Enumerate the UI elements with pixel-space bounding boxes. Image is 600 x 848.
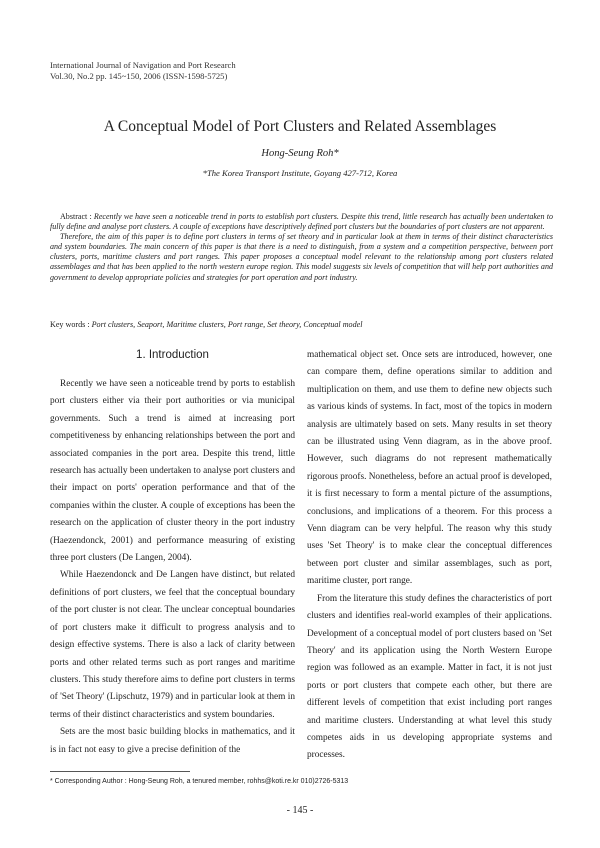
abstract-label: Abstract :	[60, 212, 94, 221]
author-affiliation: *The Korea Transport Institute, Goyang 427-712, Korea	[202, 168, 398, 178]
abstract-text-1: Recently we have seen a noticeable trend in ports to establish port clusters. Despite this trend, little research has actually been undertaken to fully define and analyse port clusters. A couple of exceptions have descriptively defined port clusters but the boundaries of port clusters are not apparent.	[50, 212, 553, 232]
journal-header	[50, 60, 236, 82]
journal-name: International Journal of Navigation and Port Research	[50, 60, 236, 70]
body-paragraph: From the literature this study defines the characteristics of port clusters and identifies real-world examples of their applications. Development of a conceptual model of port clusters based on 'Set Theory' and its application using the North Western Europe region was followed as an example. Matter in fact, it is not just ports or port clusters that compete each other, but there are different levels of competition that exist including port ranges and maritime clusters. Understanding at what level this study competes aids in us developing appropriate systems and processes.	[307, 593, 552, 761]
body-paragraph: While Haezendonck and De Langen have distinct, but related definitions of port clusters, we feel that the conceptual boundary of the port cluster is not clear. The unclear conceptual boundaries of port clusters make it difficult to progress analysis and to design effective systems. There is also a lack of clarity between ports and other related terms such as port ranges and maritime clusters. This study therefore aims to define port clusters in terms of 'Set Theory' (Lipschutz, 1979) and in particular look at them in terms of their distinct characteristics and system boundaries.	[50, 570, 295, 720]
keywords-text: Port clusters, Seaport, Maritime clusters, Port range, Set theory, Conceptual model	[91, 320, 363, 329]
journal-volume: Vol.30, No.2 pp. 145~150, 2006 (ISSN-1598-5725)	[50, 71, 228, 81]
body-column-right	[307, 347, 552, 765]
abstract	[50, 212, 553, 283]
body-paragraph: Sets are the most basic building blocks in mathematics, and it is in fact not easy to give a precise definition of the	[50, 727, 295, 755]
abstract-paragraph-2: Therefore, the aim of this paper is to define port clusters in terms of set theory and in particular look at them in terms of their distinct characteristics and system boundaries. The main concern of this paper is that there is a need to distinguish, from a system and a competition perspective, between port clusters, ports, maritime clusters and port ranges. This paper proposes a conceptual model relevant to the relationship among port clusters related assemblages and that has been applied to the north western europe region. This model suggests six levels of competition that will help port authorities and government to develop appropriate policies and strategies for port operation and port industry.	[50, 232, 553, 282]
keywords-label: Key words :	[50, 320, 92, 329]
section-heading: 1. Introduction	[136, 349, 209, 361]
body-paragraph: Recently we have seen a noticeable trend by ports to establish port clusters either via their port authorities or via municipal governments. Such a trend is aimed at increasing port competitiveness by enhancing relationships between the port and associated companies in the port area. Despite this trend, little research has actually been undertaken to analyse port clusters and their impact on ports' operation performance and that of the companies within the cluster. A couple of exceptions has been the research on the application of cluster theory in the port industry (Haezendonck, 2001) and performance measuring of existing three port clusters (De Langen, 2004).	[50, 379, 295, 564]
body-paragraph: mathematical object set. Once sets are introduced, however, one can compare them, define operations similar to addition and multiplication on them, and use them to define new objects such as various kinds of systems. In fact, most of the topics in modern analysis are ultimately based on sets. Many results in set theory can be illustrated using Venn diagram, as in the above proof. However, such diagrams do not represent mathematically rigorous proofs. Nonetheless, before an actual proof is developed, it is first necessary to form a mental picture of the assumptions, conclusions, and implications of a theorem. For this process a Venn diagram can be very helpful. The reason why this study uses 'Set Theory' is to make clear the conceptual differences between port cluster and similar assemblages, such as port, maritime cluster, port range.	[307, 350, 553, 587]
footnote-divider	[50, 771, 190, 772]
footnote: * Corresponding Author : Hong-Seung Roh, a tenured member, rohhs@koti.re.kr 010)2726-5313	[50, 778, 349, 785]
page-number: - 145 -	[286, 805, 314, 816]
author-name: Hong-Seung Roh*	[261, 148, 339, 159]
paper-title: A Conceptual Model of Port Clusters and Related Assemblages	[103, 118, 497, 135]
body-column-left	[50, 376, 295, 759]
abstract-paragraph-1	[50, 212, 553, 232]
keywords	[50, 320, 553, 329]
